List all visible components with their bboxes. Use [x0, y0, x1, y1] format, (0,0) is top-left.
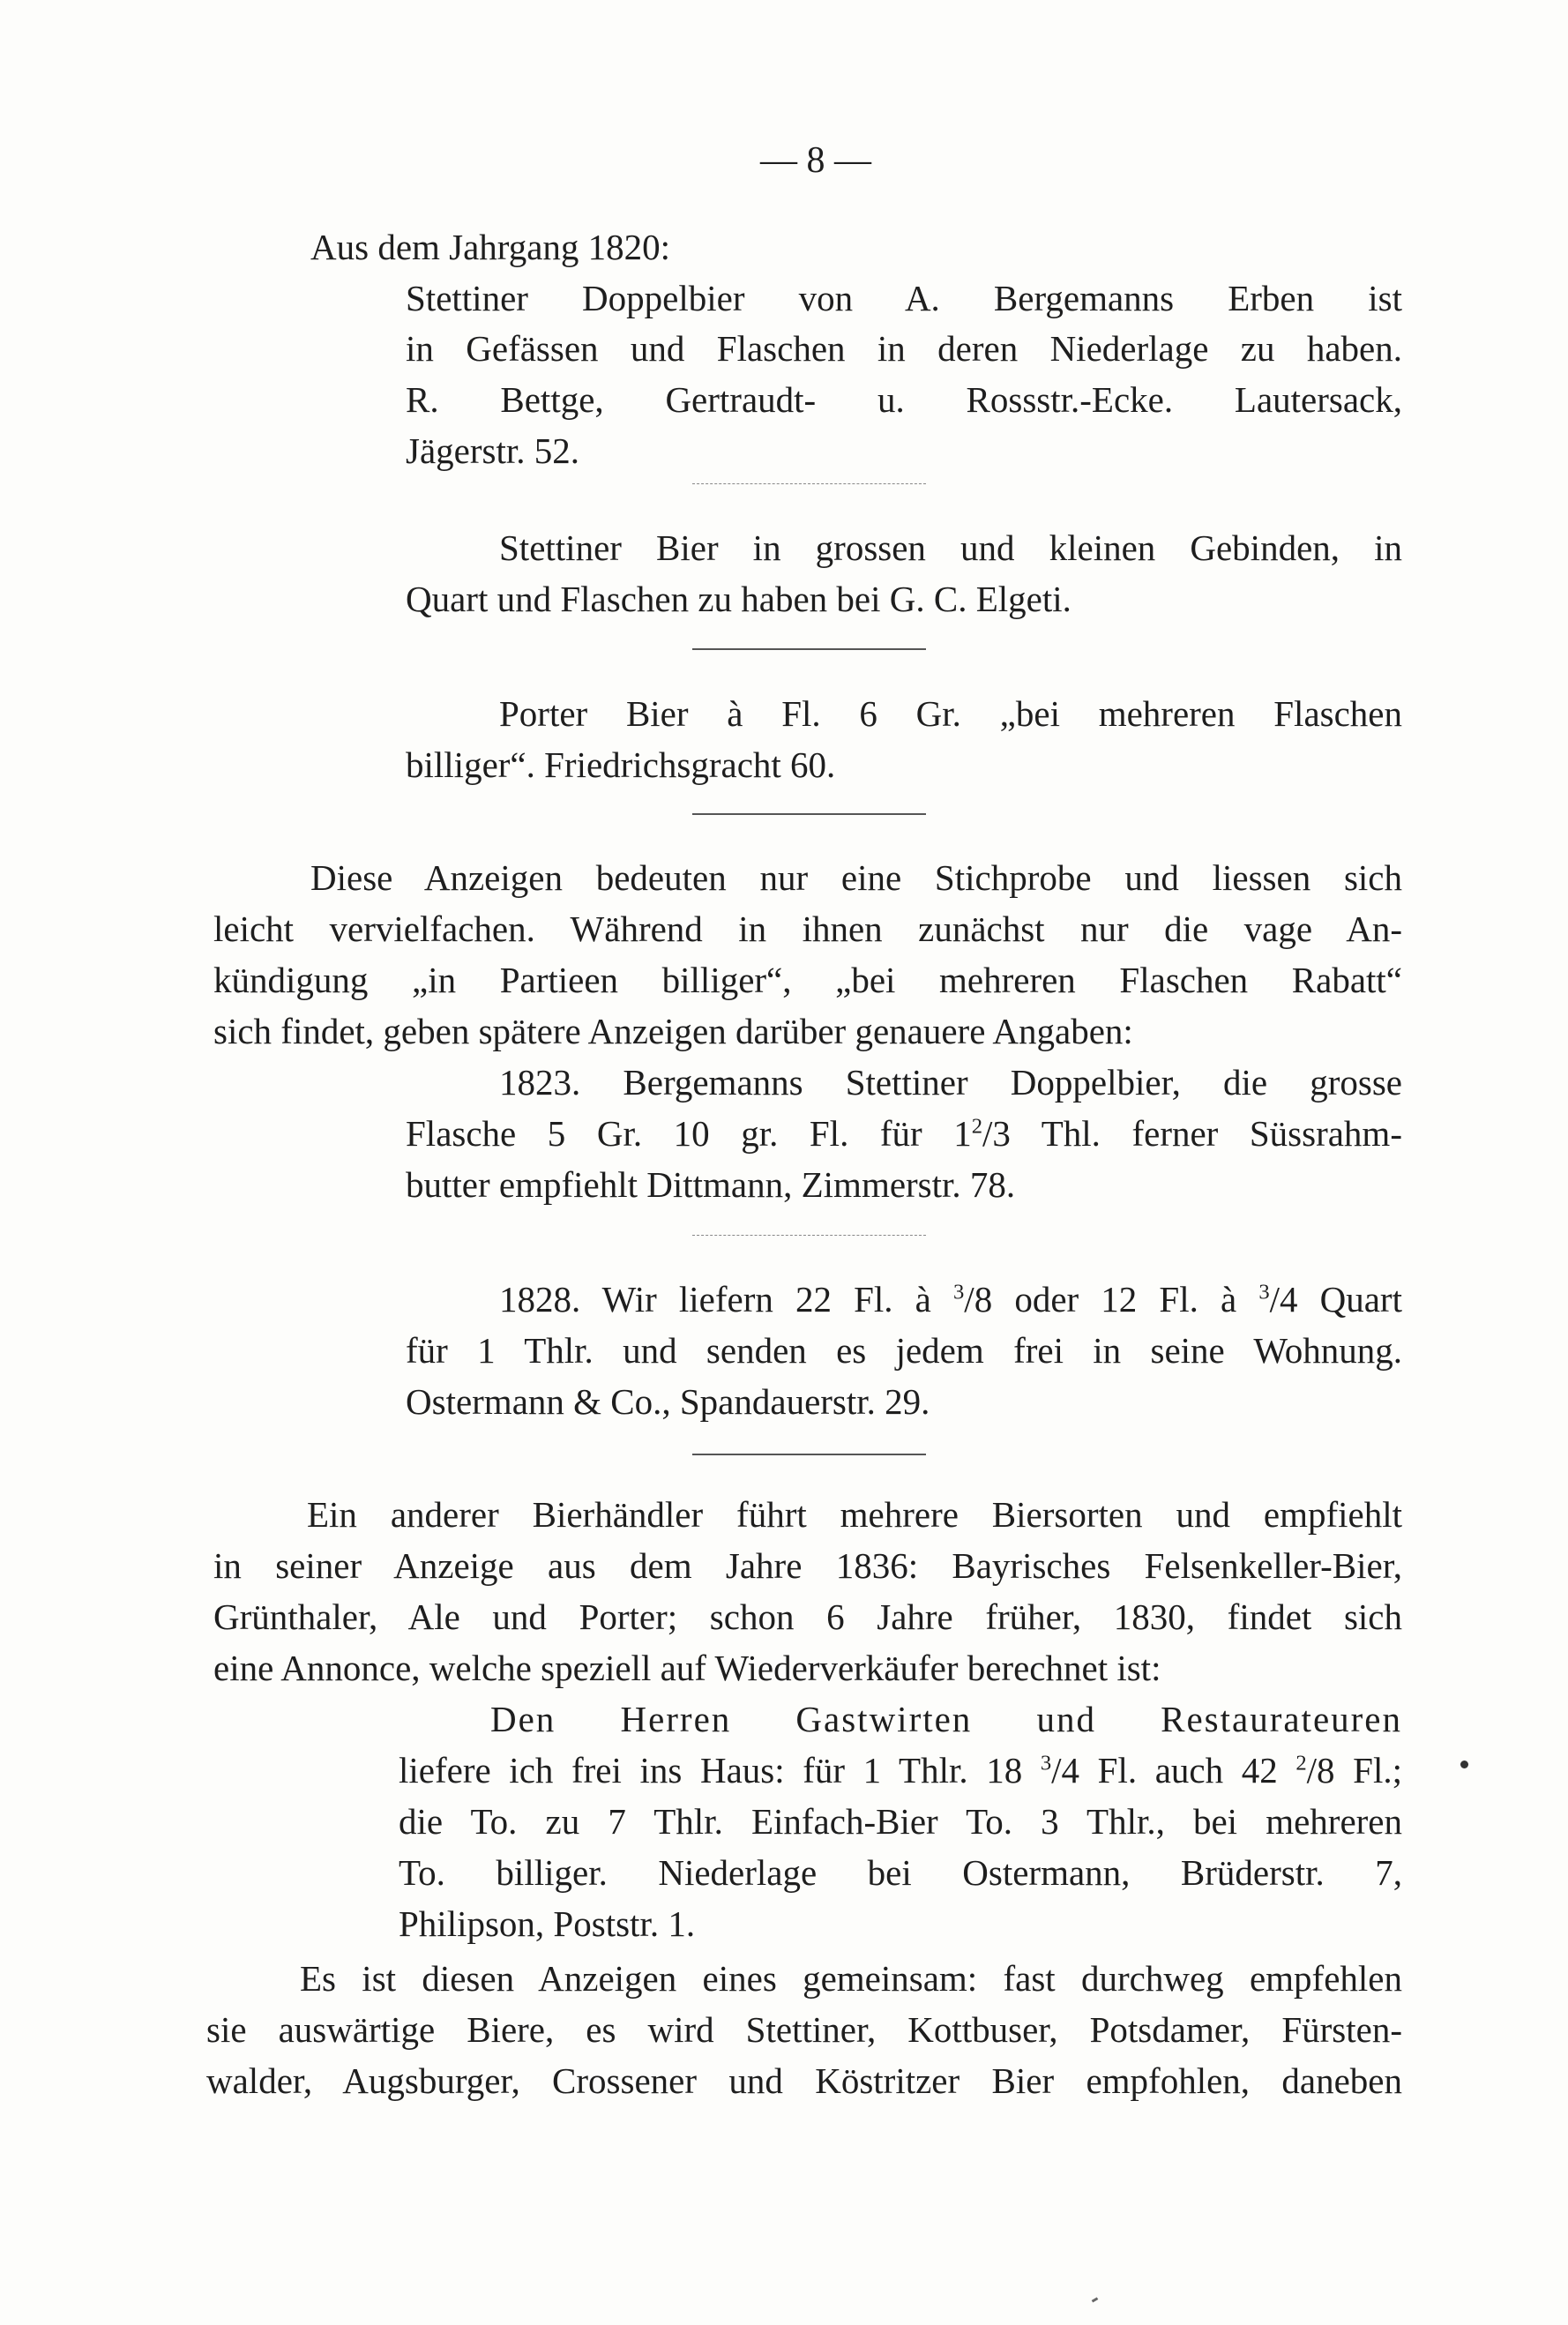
- ad-text-line: liefere ich frei ins Haus: für 1 Thlr. 18 $^3$/4 Fl. auch 42 $^2$/8 Fl.;: [399, 1750, 1402, 1790]
- ad-text-line: die To. zu 7 Thlr. Einfach-Bier To. 3 Thlr., bei mehreren: [399, 1801, 1402, 1842]
- body-text-line: Ein anderer Bierhändler führt mehrere Biersorten und empfiehlt: [307, 1494, 1402, 1535]
- body-text-line: kündigung „in Partieen billiger“, „bei mehreren Flaschen Rabatt“: [213, 960, 1402, 1000]
- body-text-line: in seiner Anzeige aus dem Jahre 1836: Bayrisches Felsenkeller-Bier,: [213, 1545, 1402, 1586]
- body-text-line: walder, Augsburger, Crossener und Köstritzer Bier empfohlen, daneben: [206, 2060, 1402, 2101]
- ad-text-line: Den Herren Gastwirten und Restaurateuren: [490, 1699, 1402, 1739]
- ad-text-line: Flasche 5 Gr. 10 gr. Fl. für $1^2/3$ Thl. ferner Süssrahm-: [406, 1113, 1402, 1154]
- body-text-line: leicht vervielfachen. Während in ihnen zunächst nur die vage An-: [213, 908, 1402, 949]
- ad-text-line: Porter Bier à Fl. 6 Gr. „bei mehreren Flaschen: [499, 693, 1402, 734]
- separator-rule: [692, 1454, 926, 1455]
- ad-text-line: R. Bettge, Gertraudt- u. Rossstr.-Ecke. Lautersack,: [406, 379, 1402, 420]
- ad-text-line: Philipson, Poststr. 1.: [399, 1903, 696, 1944]
- ad-text-line: billiger“. Friedrichsgracht 60.: [406, 744, 836, 785]
- ad-text-line: Jägerstr. 52.: [406, 430, 579, 471]
- page-number: — 8 —: [760, 140, 871, 181]
- ad-text-line: in Gefässen und Flaschen in deren Niederlage zu haben.: [406, 328, 1402, 369]
- body-text-line: Es ist diesen Anzeigen eines gemeinsam: fast durchweg empfehlen: [300, 1958, 1402, 1999]
- section-heading: Aus dem Jahrgang 1820:: [310, 227, 671, 267]
- ad-text-line: Stettiner Doppelbier von A. Bergemanns Erben ist: [406, 278, 1402, 318]
- ad-text-line: butter empfiehlt Dittmann, Zimmerstr. 78.: [406, 1164, 1016, 1205]
- ad-text-line: To. billiger. Niederlage bei Ostermann, Brüderstr. 7,: [399, 1852, 1402, 1893]
- ink-speck: [1460, 1761, 1468, 1768]
- ink-speck: [1092, 2297, 1099, 2302]
- ad-text-line: Stettiner Bier in grossen und kleinen Gebinden, in: [499, 527, 1402, 568]
- separator-rule: [692, 813, 926, 815]
- ad-text-line: 1823. Bergemanns Stettiner Doppelbier, die grosse: [499, 1062, 1402, 1103]
- separator-rule: [692, 483, 926, 484]
- body-text-line: Grünthaler, Ale und Porter; schon 6 Jahre früher, 1830, findet sich: [213, 1596, 1402, 1637]
- ad-text-line: für 1 Thlr. und senden es jedem frei in seine Wohnung.: [406, 1330, 1402, 1371]
- body-text-line: sich findet, geben spätere Anzeigen darüber genauere Angaben:: [213, 1011, 1133, 1051]
- body-text-line: Diese Anzeigen bedeuten nur eine Stichprobe und liessen sich: [310, 857, 1402, 898]
- ad-text-line: Ostermann & Co., Spandauerstr. 29.: [406, 1381, 930, 1422]
- body-text-line: sie auswärtige Biere, es wird Stettiner, Kottbuser, Potsdamer, Fürsten-: [206, 2009, 1402, 2050]
- ad-text-line: Quart und Flaschen zu haben bei G. C. Elgeti.: [406, 579, 1071, 619]
- body-text-line: eine Annonce, welche speziell auf Wiederverkäufer berechnet ist:: [213, 1648, 1161, 1688]
- separator-rule: [692, 648, 926, 650]
- separator-rule: [692, 1235, 926, 1236]
- ad-text-line: 1828. Wir liefern 22 Fl. à $^3$/8 oder 12 Fl. à $^3$/4 Quart: [499, 1279, 1402, 1319]
